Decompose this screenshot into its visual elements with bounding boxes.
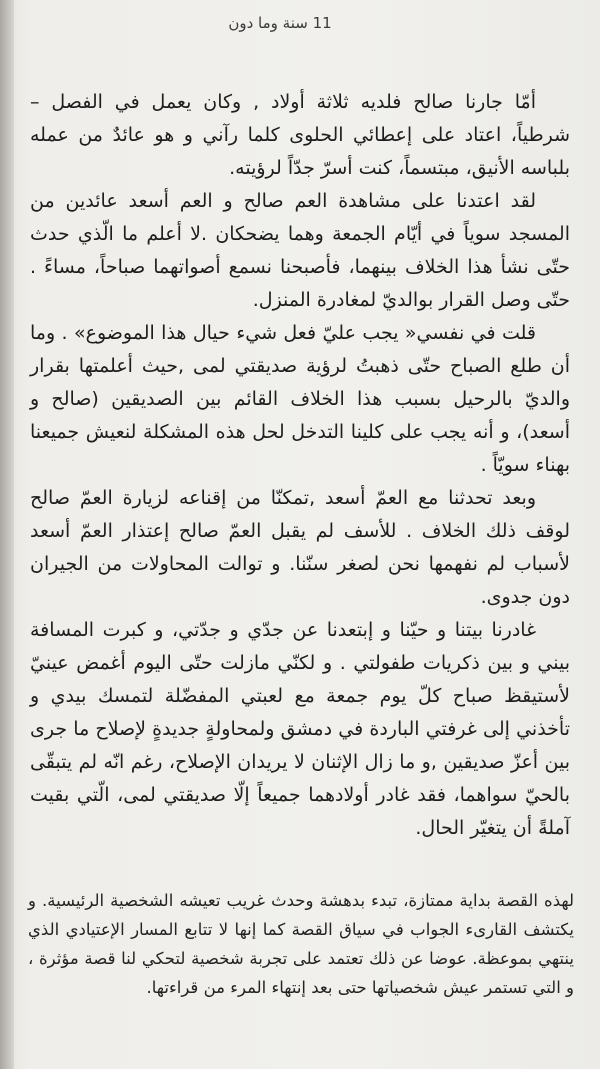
story-paragraph-4: وبعد تحدثنا مع العمّ أسعد ,تمكنّا من إقناعه لزيارة العمّ صالح لوقف ذلك الخلاف . للأسف لم يقبل العمّ صالح إعتذار العمّ أسعد لأسباب لم نفهمها نحن لصغر سنّنا. و توالت المحاولات من الجيران دون جدوى.: [30, 487, 570, 608]
story-paragraph-5: غادرنا بيتنا و حيّنا و إبتعدنا عن جدّي و جدّتي، و كبرت المسافة بيني و بين ذكريات طفولتي . و لكنّي مازلت حتّى اليوم أغمض عينيّ لأستيقظ صباح كلّ يوم جمعة مع لعبتي المفضّلة لتمسك بيدي و تأخذني إلى غرفتي الباردة في دمشق ولمحاولةٍ جديدةٍ لإصلاح ما جرى بين أعزّ صديقين ,و ما زال الإثنان لا يريدان الإصلاح، رغم انّه لم يتبقّى بالحيّ سواهما، فقد غادر أولادهما جميعاً إلّا صديقتي لمى، الّتي بقيت آملةً أن يتغيّر الحال.: [30, 619, 570, 839]
running-header: 11 سنة وما دون: [228, 14, 332, 32]
story-paragraph-3: قلت في نفسي« يجب عليّ فعل شيء حيال هذا الموضوع» . وما أن طلع الصباح حتّى ذهبتُ لرؤية صديقتي لمى ,حيث أعلمتها بقرار والديّ بالرحيل بسبب هذا الخلاف القائم بين الصديقين (صالح و أسعد)، و أنه يجب على كلينا التدخل لحل هذه المشكلة لنعيش جميعنا بهناء سويّاً .: [30, 322, 570, 476]
story-review-blurb: لهذه القصة بداية ممتازة، تبدء بدهشة وحدث غريب تعيشه الشخصية الرئيسية. و يكتشف القارىء الجواب في سياق القصة كما إنها لا تتابع المسار الإعتيادي الذي ينتهي بموعظة. عوضا عن ذلك تعتمد على تجربة شخصية لتحكي لنا قصة مؤثرة ، و التي تستمر عيش شخصياتها حتى بعد إنتهاء المرء من قراءتها.: [28, 891, 574, 997]
story-paragraph-2: لقد اعتدنا على مشاهدة العم صالح و العم أسعد عائدين من المسجد سوياً في أيّام الجمعة وهما يضحكان .لا أعلم ما الّذي حدث حتّى نشأ هذا الخلاف بينهما، فأصبحنا نسمع أصواتهما صباحاً، مساءً . حتّى وصل القرار بوالديّ لمغادرة المنزل.: [30, 190, 570, 311]
page-gutter-shadow: [0, 0, 14, 1069]
story-paragraph-1: أمّا جارنا صالح فلديه ثلاثة أولاد , وكان يعمل في الفصل – شرطياً، اعتاد على إعطائي الحلوى كلما رآني و هو عائدٌ من عمله بلباسه الأنيق، مبتسماً، كنت أسرّ جدّاً لرؤيته.: [30, 91, 570, 179]
story-text: [30, 86, 570, 845]
